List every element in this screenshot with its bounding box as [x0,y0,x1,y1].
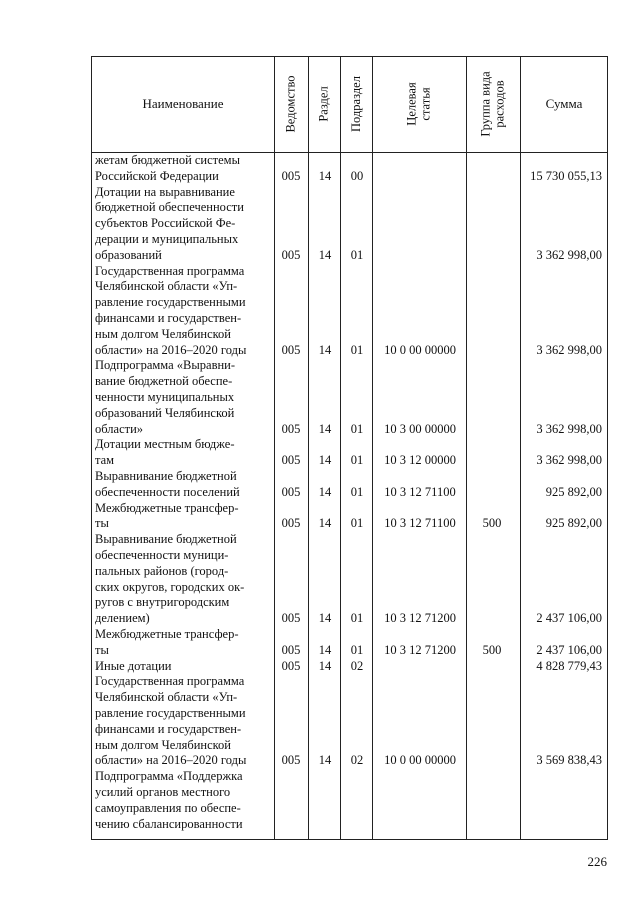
header-name: Наименование [142,96,224,111]
table-row [91,769,608,832]
cell-vedomstvo: 005 [281,484,301,499]
cell-podrazdel: 00 [350,168,364,183]
cell-razdel: 14 [318,168,332,183]
cell-podrazdel: 01 [350,421,364,436]
cell-vedomstvo: 005 [281,753,301,768]
row-name: Дотации на выравнивание бюджетной обеспеченности субъектов Российской Фе- дерации и муниципальных образований [95,184,244,262]
row-name: Государственная программа Челябинской области «Уп- равление государственными финансами и государствен- ным долгом Челябинской области» на 2016–2020 годы [95,263,247,357]
cell-summa: 2 437 106,00 [536,642,602,657]
cell-razdel: 14 [318,611,332,626]
row-name: Выравнивание бюджетной обеспеченности муници- пальных районов (город- ских округов, городских ок- ругов с внутригородским делением) [95,532,245,626]
cell-gruppa: 500 [482,642,502,657]
table-row [91,501,608,533]
cell-celevaya-statya: 10 0 00 00000 [384,342,456,357]
header-summa: Сумма [545,96,583,111]
cell-razdel: 14 [318,658,332,673]
cell-celevaya-statya: 10 3 12 71100 [384,516,456,531]
cell-podrazdel: 01 [350,516,364,531]
cell-vedomstvo: 005 [281,168,301,183]
cell-razdel: 14 [318,247,332,262]
table-row [91,153,608,185]
page-number: 226 [587,854,607,869]
header-celevaya-statya: Целевая статья [405,82,433,126]
table-row [91,264,608,359]
row-name: Межбюджетные трансфер- ты [95,627,239,657]
cell-razdel: 14 [318,753,332,768]
cell-vedomstvo: 005 [281,642,301,657]
cell-podrazdel: 02 [350,658,364,673]
row-name: Дотации местным бюдже- там [95,437,235,468]
cell-vedomstvo: 005 [281,342,301,357]
row-name: Подпрограмма «Выравни- вание бюджетной обеспе- ченности муниципальных образований Челябинской области» [95,358,236,436]
cell-summa: 925 892,00 [545,484,602,499]
cell-vedomstvo: 005 [281,247,301,262]
row-name: Межбюджетные трансфер- ты [95,500,239,531]
cell-celevaya-statya: 10 3 00 00000 [384,421,456,436]
cell-razdel: 14 [318,421,332,436]
table-row [91,358,608,437]
cell-vedomstvo: 005 [281,611,301,626]
cell-vedomstvo: 005 [281,421,301,436]
cell-celevaya-statya: 10 3 12 71200 [384,611,456,626]
cell-razdel: 14 [318,516,332,531]
table-row [91,437,608,469]
cell-summa: 3 362 998,00 [536,453,602,468]
cell-summa: 3 362 998,00 [536,421,602,436]
cell-vedomstvo: 005 [281,453,301,468]
cell-summa: 15 730 055,13 [530,168,602,183]
header-razdel: Раздел [317,86,332,122]
table-row [91,674,608,769]
table-row [91,627,608,659]
table-row [91,532,608,627]
cell-podrazdel: 01 [350,453,364,468]
cell-razdel: 14 [318,342,332,357]
header-podrazdel: Подраздел [349,76,363,132]
cell-razdel: 14 [318,453,332,468]
cell-summa: 3 362 998,00 [536,342,602,357]
cell-summa: 4 828 779,43 [536,658,602,673]
cell-razdel: 14 [318,484,332,499]
table-row [91,659,608,675]
row-name: Подпрограмма «Поддержка усилий органов местного самоуправления по обеспе- чению сбалансированности [95,769,243,831]
cell-podrazdel: 01 [350,484,364,499]
cell-podrazdel: 01 [350,247,364,262]
row-name: Государственная программа Челябинской области «Уп- равление государственными финансами и государствен- ным долгом Челябинской области» на 2016–2020 годы [95,674,247,768]
cell-summa: 3 569 838,43 [536,753,602,768]
cell-razdel: 14 [318,642,332,657]
table-row [91,185,608,264]
cell-celevaya-statya: 10 3 12 71100 [384,484,456,499]
row-name: жетам бюджетной системы Российской Федерации [95,153,240,183]
cell-celevaya-statya: 10 3 12 71200 [384,642,456,657]
cell-summa: 2 437 106,00 [536,611,602,626]
cell-vedomstvo: 005 [281,516,301,531]
cell-podrazdel: 01 [350,611,364,626]
cell-summa: 3 362 998,00 [536,247,602,262]
table-row [91,469,608,501]
header-gruppa-vida-raskhodov: Группа вида расходов [479,71,508,137]
header-vedomstvo: Ведомство [284,75,298,133]
cell-podrazdel: 02 [350,753,364,768]
cell-celevaya-statya: 10 0 00 00000 [384,753,456,768]
row-name: Выравнивание бюджетной обеспеченности поселений [95,469,240,499]
cell-podrazdel: 01 [350,642,364,657]
cell-celevaya-statya: 10 3 12 00000 [384,453,456,468]
row-name: Иные дотации [95,658,172,673]
cell-gruppa: 500 [482,516,502,531]
cell-summa: 925 892,00 [545,516,602,531]
cell-podrazdel: 01 [350,342,364,357]
cell-vedomstvo: 005 [281,658,301,673]
